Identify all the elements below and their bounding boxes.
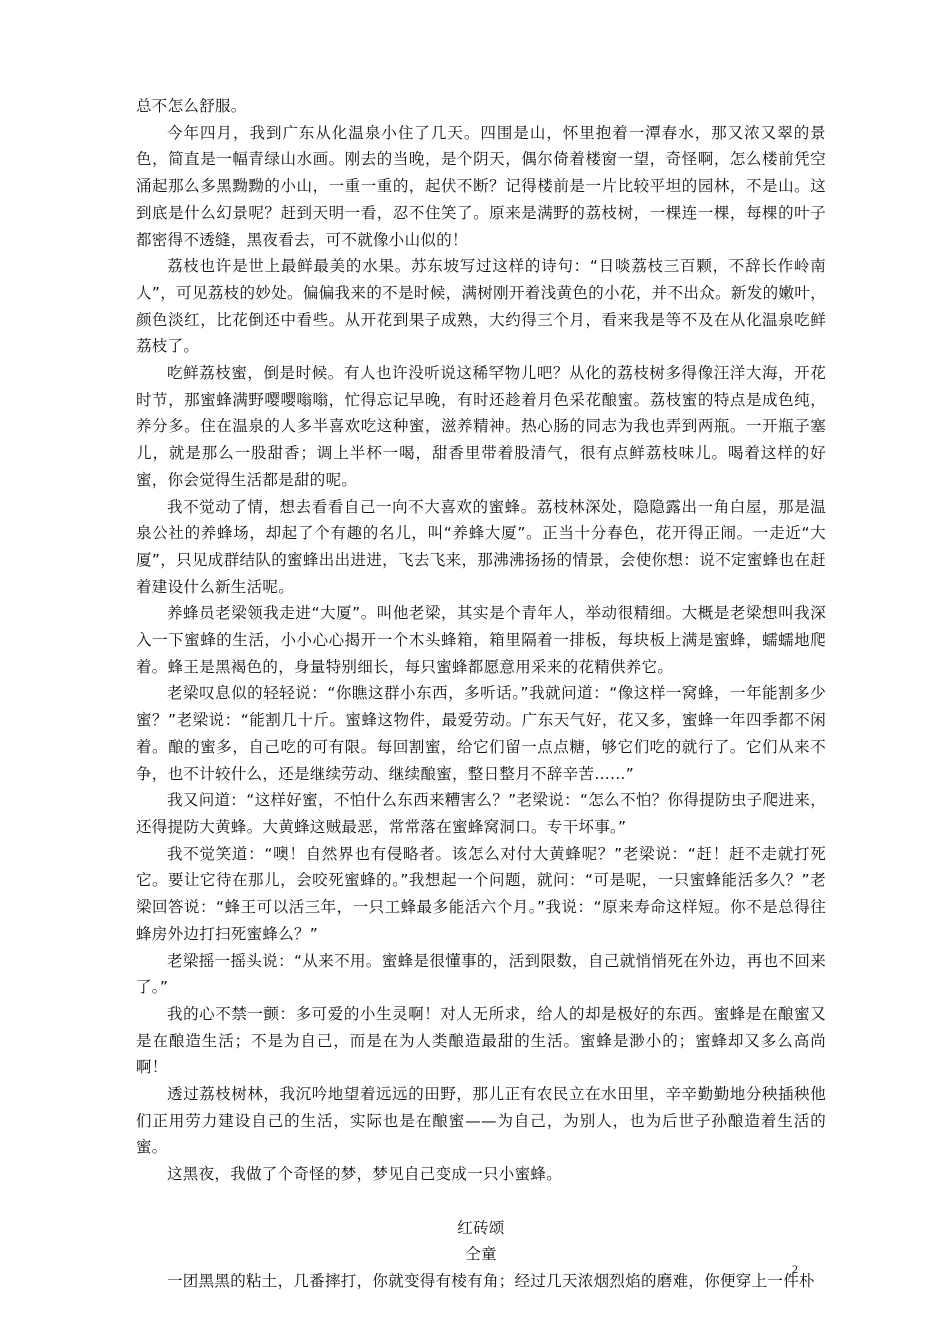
next-article-title: 红砖颂 <box>457 1218 505 1237</box>
paragraph-2: 今年四月，我到广东从化温泉小住了几天。四围是山，怀里抱着一潭春水，那又浓又翠的景色，简直是一幅青绿山水画。刚去的当晚，是个阴天，偶尔倚着楼窗一望，奇怪啊，怎么楼前凭空涌起那么多黑黝黝的小山，一重一重的，起伏不断？记得楼前是一片比较平坦的园林，不是山。这到底是什么幻景呢？赶到天明一看，忍不住笑了。原来是满野的荔枝树，一棵连一棵，每棵的叶子都密得不透缝，黑夜看去，可不就像小山似的！ <box>136 123 826 249</box>
paragraph-13: 这黑夜，我做了个奇怪的梦，梦见自己变成一只小蜜蜂。 <box>167 1165 563 1184</box>
paragraph-1: 总不怎么舒服。 <box>136 97 247 115</box>
body-text <box>136 93 826 1295</box>
paragraph-7: 老梁叹息似的轻轻说：“你瞧这群小东西，多听话。”我就问道：“像这样一窝蜂，一年能割多少蜜？”老梁说：“能割几十斤。蜜蜂这物件，最爱劳动。广东天气好，花又多，蜜蜂一年四季都不闲着。酿的蜜多，自己吃的可有限。每回割蜜，给它们留一点点糖，够它们吃的就行了。它们从来不争，也不计较什么，还是继续劳动、继续酿蜜，整日整月不辞辛苦……” <box>136 684 826 783</box>
next-article-first-line: 一团黑黑的粘土，几番摔打，你就变得有棱有角；经过几天浓烟烈焰的磨难，你便穿上一件朴 <box>167 1271 815 1290</box>
paragraph-3: 荔枝也许是世上最鲜最美的水果。苏东坡写过这样的诗句：“日啖荔枝三百颗，不辞长作岭南人”，可见荔枝的妙处。偏偏我来的不是时候，满树刚开着浅黄色的小花，并不出众。新发的嫩叶，颜色淡红，比花倒还中看些。从开花到果子成熟，大约得三个月，看来我是等不及在从化温泉吃鲜荔枝了。 <box>136 257 826 356</box>
paragraph-10: 老梁摇一摇头说：“从来不用。蜜蜂是很懂事的，活到限数，自己就悄悄死在外边，再也不回来了。” <box>136 951 826 997</box>
section-spacer <box>136 1188 826 1215</box>
paragraph-5: 我不觉动了情，想去看看自己一向不大喜欢的蜜蜂。荔枝林深处，隐隐露出一角白屋，那是温泉公社的养蜂场，却起了个有趣的名儿，叫“养蜂大厦”。正当十分春色，花开得正闹。一走近“大厦”，只见成群结队的蜜蜂出出进进，飞去飞来，那沸沸扬扬的情景，会使你想：说不定蜜蜂也在赶着建设什么新生活呢。 <box>136 497 826 596</box>
page-number: 2 <box>792 1262 798 1276</box>
paragraph-12: 透过荔枝树林，我沉吟地望着远远的田野，那儿正有农民立在水田里，辛辛勤勤地分秧插秧他们正用劳力建设自己的生活，实际也是在酿蜜——为自己，为别人，也为后世子孙酿造着生活的蜜。 <box>136 1085 826 1157</box>
paragraph-11: 我的心不禁一颤：多可爱的小生灵啊！对人无所求，给人的却是极好的东西。蜜蜂是在酿蜜又是在酿造生活；不是为自己，而是在为人类酿造最甜的生活。蜜蜂是渺小的；蜜蜂却又多么高尚啊！ <box>136 1004 826 1077</box>
next-article-author: 仝童 <box>465 1245 497 1264</box>
paragraph-9: 我不觉笑道：“噢！自然界也有侵略者。该怎么对付大黄蜂呢？”老梁说：“赶！赶不走就打死它。要让它待在那儿，会咬死蜜蜂的。”我想起一个问题，就问：“可是呢，一只蜜蜂能活多久？”老梁回答说：“蜂王可以活三年，一只工蜂最多能活六个月。”我说：“原来寿命这样短。你不是总得往蜂房外边打扫死蜜蜂么？” <box>136 844 826 943</box>
paragraph-8: 我又问道：“这样好蜜，不怕什么东西来糟害么？”老梁说：“怎么不怕？你得提防虫子爬进来，还得提防大黄蜂。大黄蜂这贼最恶，常常落在蜜蜂窝洞口。专干坏事。” <box>136 791 826 836</box>
paragraph-4: 吃鲜荔枝蜜，倒是时候。有人也许没听说这稀罕物儿吧？从化的荔枝树多得像汪洋大海，开花时节，那蜜蜂满野嘤嘤嗡嗡，忙得忘记早晚，有时还趁着月色采花酿蜜。荔枝蜜的特点是成色纯，养分多。住在温泉的人多半喜欢吃这种蜜，滋养精神。热心肠的同志为我也弄到两瓶。一开瓶子塞儿，就是那么一股甜香；调上半杯一喝，甜香里带着股清气，很有点鲜荔枝味儿。喝着这样的好蜜，你会觉得生活都是甜的呢。 <box>136 364 826 489</box>
paragraph-6: 养蜂员老梁领我走进“大厦”。叫他老梁，其实是个青年人，举动很精细。大概是老梁想叫我深入一下蜜蜂的生活，小小心心揭开一个木头蜂箱，箱里隔着一排板，每块板上满是蜜蜂，蠕蠕地爬着。蜂王是黑褐色的，身量特别细长，每只蜜蜂都愿意用采来的花精供养它。 <box>136 604 826 676</box>
